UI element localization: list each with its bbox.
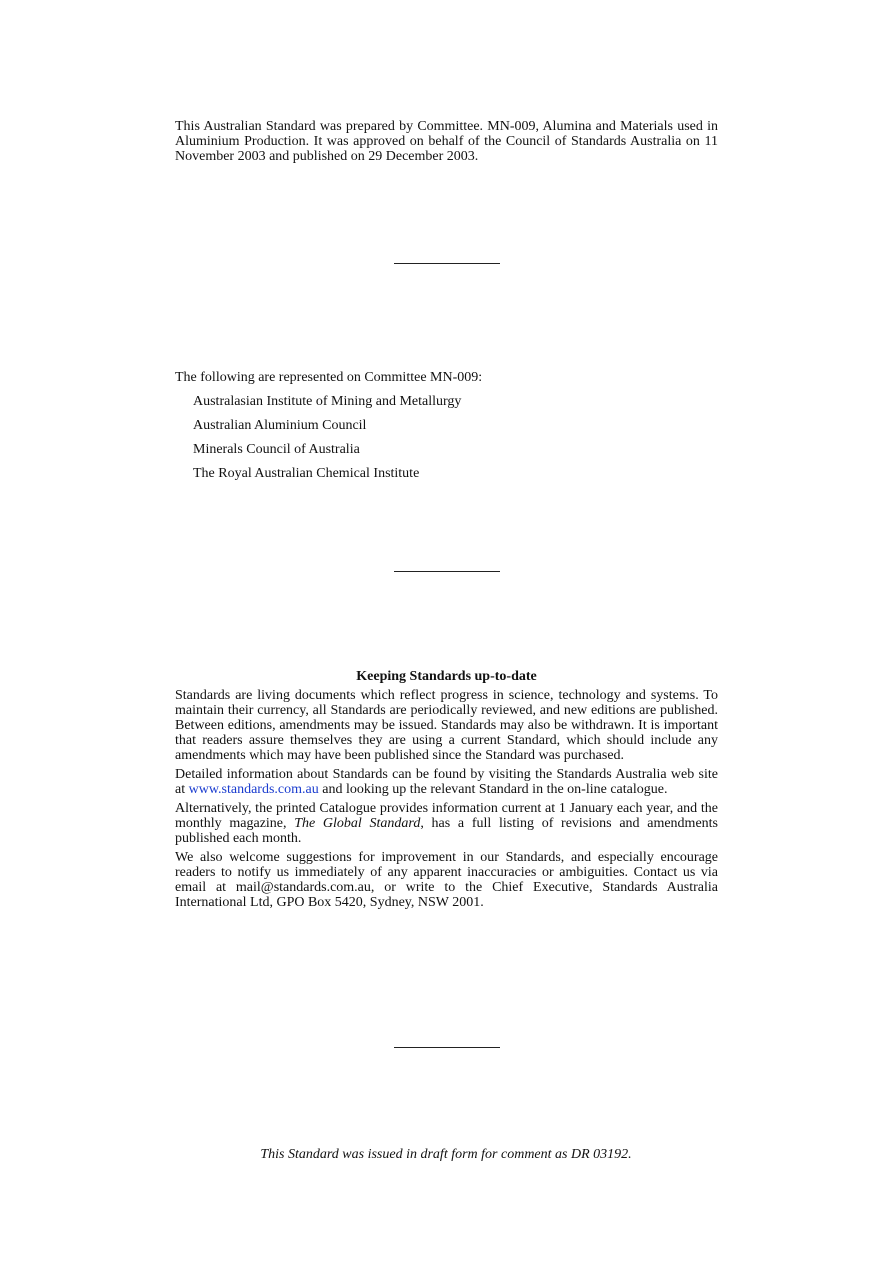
intro-paragraph: This Australian Standard was prepared by Committee. MN-009, Alumina and Materials used in Aluminium Production. It was approved on behalf of the Council of Standards Australia on 11 November 2003 and published on 29 December 2003.: [175, 119, 718, 164]
divider-rule: [394, 1047, 500, 1048]
committee-member: Minerals Council of Australia: [193, 442, 360, 457]
paragraph-text: and looking up the relevant Standard in the on-line catalogue.: [318, 782, 668, 797]
paragraph-text: Alternatively, the printed Catalogue provides information current at 1 January each year, and the monthly magazine,: [175, 801, 718, 831]
committee-member: Australasian Institute of Mining and Metallurgy: [193, 394, 462, 409]
committee-member-list: [175, 394, 718, 481]
section-title: Keeping Standards up-to-date: [356, 669, 537, 684]
committee-section: [175, 370, 718, 481]
committee-member: Australian Aluminium Council: [193, 418, 367, 433]
divider-rule: [394, 263, 500, 264]
divider-rule: [394, 571, 500, 572]
paragraph-text: Detailed information about Standards can be found by visiting the Standards Australia web site at: [175, 767, 718, 797]
draft-note: This Standard was issued in draft form for comment as DR 03192.: [260, 1147, 632, 1162]
website-link[interactable]: www.standards.com.au: [188, 782, 319, 797]
committee-member: The Royal Australian Chemical Institute: [193, 466, 420, 481]
magazine-title: The Global Standard: [294, 816, 421, 831]
committee-heading: The following are represented on Committee MN-009:: [175, 370, 483, 385]
paragraph-text: , has a full listing of revisions and amendments published each month.: [175, 816, 718, 846]
keeping-paragraph-4: We also welcome suggestions for improvement in our Standards, and especially encourage readers to notify us immediately of any apparent inaccuracies or ambiguities. Contact us via email at mail@standards.com.au, or write to the Chief Executive, Standards Australia International Ltd, GPO Box 5420, Sydney, NSW 2001.: [175, 850, 718, 910]
keeping-paragraph-3: [175, 801, 718, 846]
keeping-paragraph-2: [175, 767, 718, 797]
keeping-paragraph-1: Standards are living documents which reflect progress in science, technology and systems. To maintain their currency, all Standards are periodically reviewed, and new editions are published. Between editions, amendments may be issued. Standards may also be withdrawn. It is important that readers assure themselves they are using a current Standard, which should include any amendments which may have been published since the Standard was purchased.: [175, 688, 718, 763]
keeping-standards-section: [175, 669, 718, 914]
